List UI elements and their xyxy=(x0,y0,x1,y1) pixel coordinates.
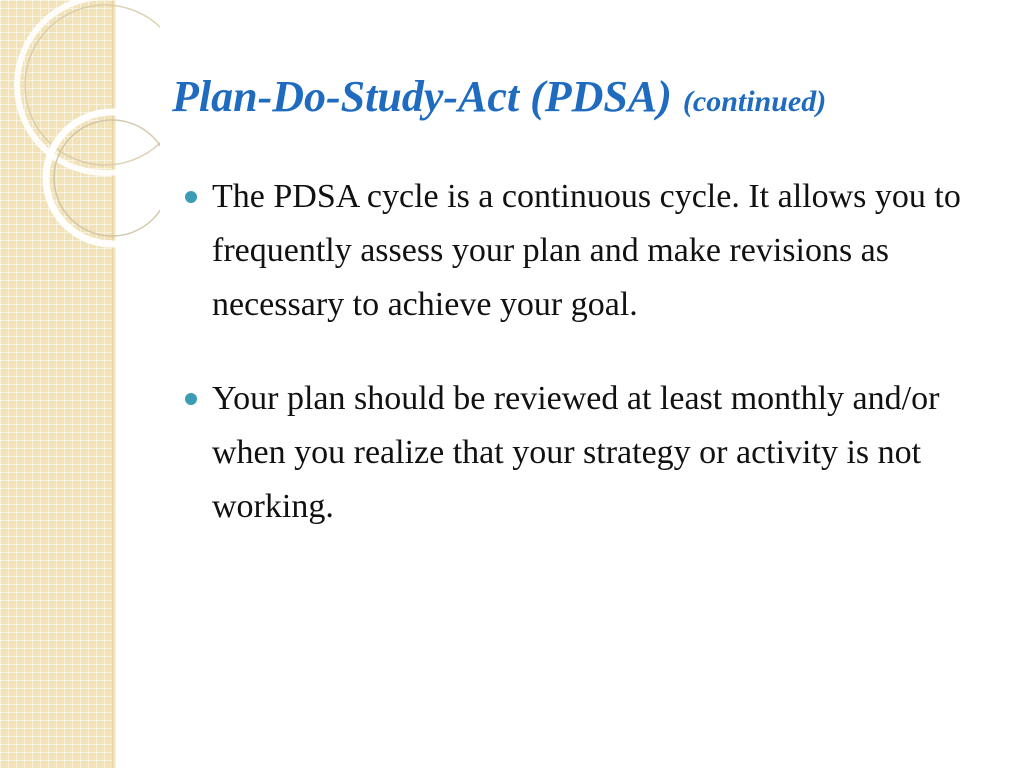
title-suffix: (continued) xyxy=(682,85,827,118)
filled-circle-bullet-icon xyxy=(185,393,197,405)
bullet-text: The PDSA cycle is a continuous cycle. It allows you to frequently assess your plan and make revisions as necessary to achieve your goal. xyxy=(212,178,961,323)
bullet-text: Your plan should be reviewed at least monthly and/or when you realize that your strategy or activity is not working. xyxy=(212,380,940,525)
filled-circle-bullet-icon xyxy=(185,191,197,203)
bullet-item xyxy=(176,170,996,332)
concentric-rings-decoration-icon xyxy=(0,0,160,260)
title-main: Plan-Do-Study-Act (PDSA) xyxy=(172,72,683,121)
slide-title xyxy=(172,70,992,129)
bullet-list xyxy=(176,170,996,574)
bullet-item xyxy=(176,372,996,534)
